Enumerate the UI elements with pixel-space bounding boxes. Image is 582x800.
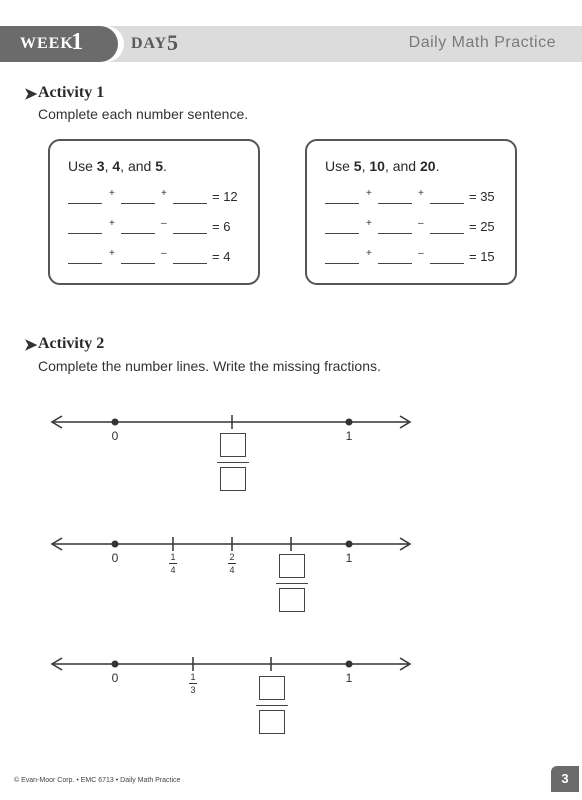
label-one: 1 <box>345 551 353 565</box>
point-one <box>346 661 353 668</box>
sentence-result: = 12 <box>212 189 238 204</box>
day-number: 5 <box>167 30 178 55</box>
answer-blank[interactable] <box>173 263 207 264</box>
operator: – <box>161 248 167 259</box>
sentence-result: = 25 <box>469 219 495 234</box>
fraction-label: 1 3 <box>190 672 196 695</box>
answer-blank[interactable] <box>378 233 412 234</box>
answer-blank[interactable] <box>68 263 102 264</box>
use-numbers-line: Use 3, 4, and 5. <box>68 158 167 174</box>
sentence-result: = 35 <box>469 189 495 204</box>
denominator-box[interactable] <box>220 467 246 491</box>
fraction-bar <box>256 705 288 706</box>
operator: + <box>109 248 115 259</box>
operator: + <box>366 248 372 259</box>
sentence-result: = 4 <box>212 249 231 264</box>
answer-blank[interactable] <box>121 233 155 234</box>
sentence-result: = 15 <box>469 249 495 264</box>
label-one: 1 <box>345 671 353 685</box>
page-title: Daily Math Practice <box>408 34 556 51</box>
week-label: WEEK <box>20 35 74 52</box>
answer-blank[interactable] <box>173 233 207 234</box>
operator: – <box>418 218 424 229</box>
operator: + <box>161 188 167 199</box>
label-zero: 0 <box>111 671 119 685</box>
label-zero: 0 <box>111 429 119 443</box>
label-one: 1 <box>345 429 353 443</box>
answer-blank[interactable] <box>430 233 464 234</box>
answer-blank[interactable] <box>430 263 464 264</box>
answer-blank[interactable] <box>121 263 155 264</box>
answer-blank[interactable] <box>430 203 464 204</box>
page-number-badge: 3 <box>551 766 579 792</box>
point-zero <box>112 661 119 668</box>
activity-2-title: Activity 2 <box>38 335 105 352</box>
number-sentence-box-2 <box>305 139 517 285</box>
day-label: DAY <box>131 35 168 52</box>
week-number: 1 <box>71 29 83 55</box>
answer-blank[interactable] <box>173 203 207 204</box>
fraction-label: 1 4 <box>170 552 176 575</box>
fraction-bar <box>276 583 308 584</box>
operator: + <box>366 218 372 229</box>
point-one <box>346 419 353 426</box>
operator: + <box>109 218 115 229</box>
denominator-box[interactable] <box>259 710 285 734</box>
numerator-box[interactable] <box>279 554 305 578</box>
activity-2-instruction: Complete the number lines. Write the missing fractions. <box>38 358 381 374</box>
answer-blank[interactable] <box>378 263 412 264</box>
denominator-box[interactable] <box>279 588 305 612</box>
operator: – <box>161 218 167 229</box>
chevron-right-icon: ➤ <box>24 337 38 354</box>
point-zero <box>112 541 119 548</box>
activity-1-title: Activity 1 <box>38 84 105 101</box>
operator: + <box>109 188 115 199</box>
fraction-bar <box>217 462 249 463</box>
operator: + <box>418 188 424 199</box>
answer-blank[interactable] <box>68 233 102 234</box>
sentence-result: = 6 <box>212 219 231 234</box>
activity-1-instruction: Complete each number sentence. <box>38 106 249 122</box>
label-zero: 0 <box>111 551 119 565</box>
answer-blank[interactable] <box>325 233 359 234</box>
point-one <box>346 541 353 548</box>
number-line-3 <box>0 652 582 682</box>
operator: – <box>418 248 424 259</box>
number-sentence-box-1 <box>48 139 260 285</box>
footer-copyright: © Evan-Moor Corp. • EMC 6713 • Daily Math Practice <box>14 777 181 784</box>
numerator-box[interactable] <box>259 676 285 700</box>
answer-blank[interactable] <box>68 203 102 204</box>
point-zero <box>112 419 119 426</box>
answer-blank[interactable] <box>325 263 359 264</box>
use-numbers-line: Use 5, 10, and 20. <box>325 158 440 174</box>
numerator-box[interactable] <box>220 433 246 457</box>
chevron-right-icon: ➤ <box>24 86 38 103</box>
answer-blank[interactable] <box>325 203 359 204</box>
number-line-1 <box>0 410 582 440</box>
fraction-label: 2 4 <box>229 552 235 575</box>
operator: + <box>366 188 372 199</box>
answer-blank[interactable] <box>378 203 412 204</box>
answer-blank[interactable] <box>121 203 155 204</box>
